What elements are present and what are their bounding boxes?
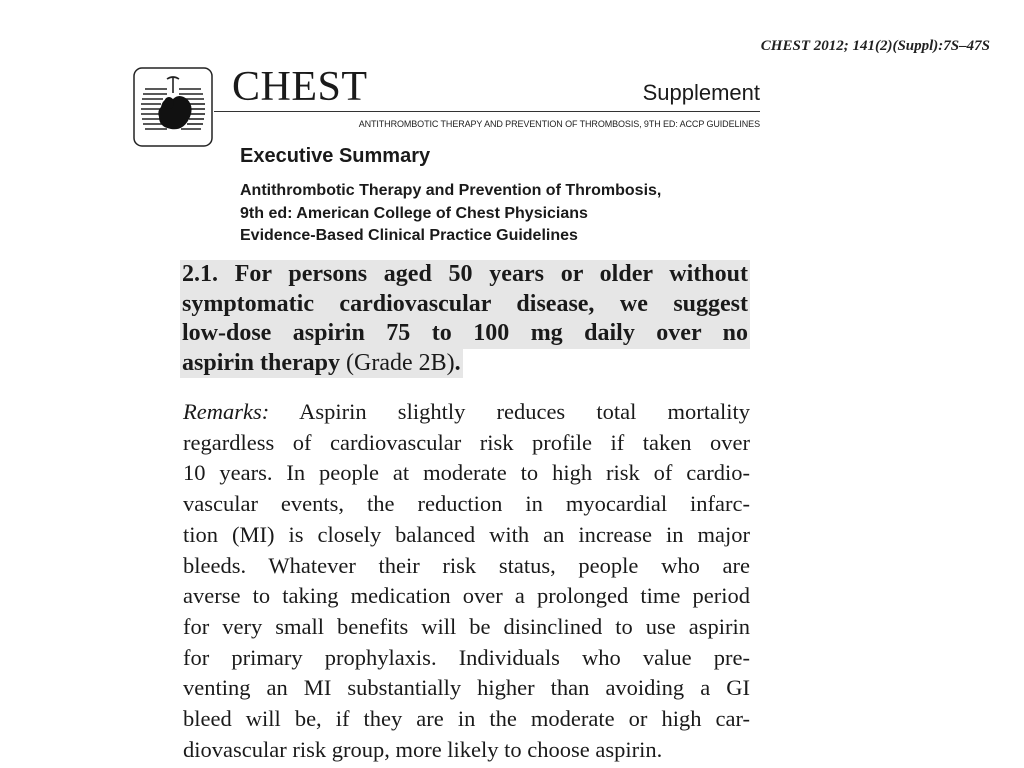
supplement-label: Supplement (642, 80, 760, 105)
article-title (240, 180, 661, 248)
remarks-line (180, 397, 750, 428)
series-subtitle: ANTITHROMBOTIC THERAPY AND PREVENTION OF THROMBOSIS, 9TH ED: ACCP GUIDELINES (358, 119, 760, 129)
journal-name: CHEST (232, 64, 368, 110)
recommendation-2-1 (180, 260, 750, 378)
remarks-label: Remarks: (183, 399, 270, 424)
recommendation-line: 2.1. For persons aged 50 years or older without (180, 260, 750, 290)
remarks-line: averse to taking medication over a prolonged time period (183, 583, 750, 609)
recommendation-line: symptomatic cardiovascular disease, we suggest (180, 290, 750, 320)
recommendation-end: . (454, 349, 461, 376)
remarks-line: 10 years. In people at moderate to high risk of cardio- (183, 460, 750, 486)
remarks-line: venting an MI substantially higher than avoiding a GI (183, 675, 750, 701)
recommendation-line-text: aspirin therapy (182, 349, 341, 376)
chest-logo-icon (133, 67, 213, 147)
recommendation-line: low-dose aspirin 75 to 100 mg daily over no (180, 319, 750, 349)
remarks-line: bleeds. Whatever their risk status, people who are (183, 552, 750, 578)
remarks-first-line: Aspirin slightly reduces total mortality (269, 399, 750, 424)
remarks-paragraph (180, 397, 750, 765)
article-title-line: Antithrombotic Therapy and Prevention of Thrombosis, (240, 182, 662, 199)
remarks-line: tion (MI) is closely balanced with an increase in major (183, 521, 750, 547)
journal-citation: CHEST 2012; 141(2)(Suppl):7S–47S (760, 38, 990, 54)
remarks-line: vascular events, the reduction in myocardial infarc- (183, 491, 750, 517)
remarks-line: for very small benefits will be disinclined to use aspirin (183, 613, 750, 639)
section-label: Executive Summary (240, 145, 431, 167)
remarks-line: regardless of cardiovascular risk profile if taken over (183, 429, 750, 455)
header-divider (214, 111, 760, 112)
remarks-line: diovascular risk group, more likely to choose aspirin. (183, 736, 663, 762)
article-title-line: 9th ed: American College of Chest Physicians (240, 204, 588, 222)
article-title-line: Evidence-Based Clinical Practice Guidelines (240, 227, 578, 244)
remarks-line: for primary prophylaxis. Individuals who value pre- (183, 644, 750, 670)
recommendation-last-line (180, 349, 463, 379)
recommendation-grade: (Grade 2B) (340, 349, 455, 376)
remarks-line: bleed will be, if they are in the moderate or high car- (183, 706, 750, 732)
